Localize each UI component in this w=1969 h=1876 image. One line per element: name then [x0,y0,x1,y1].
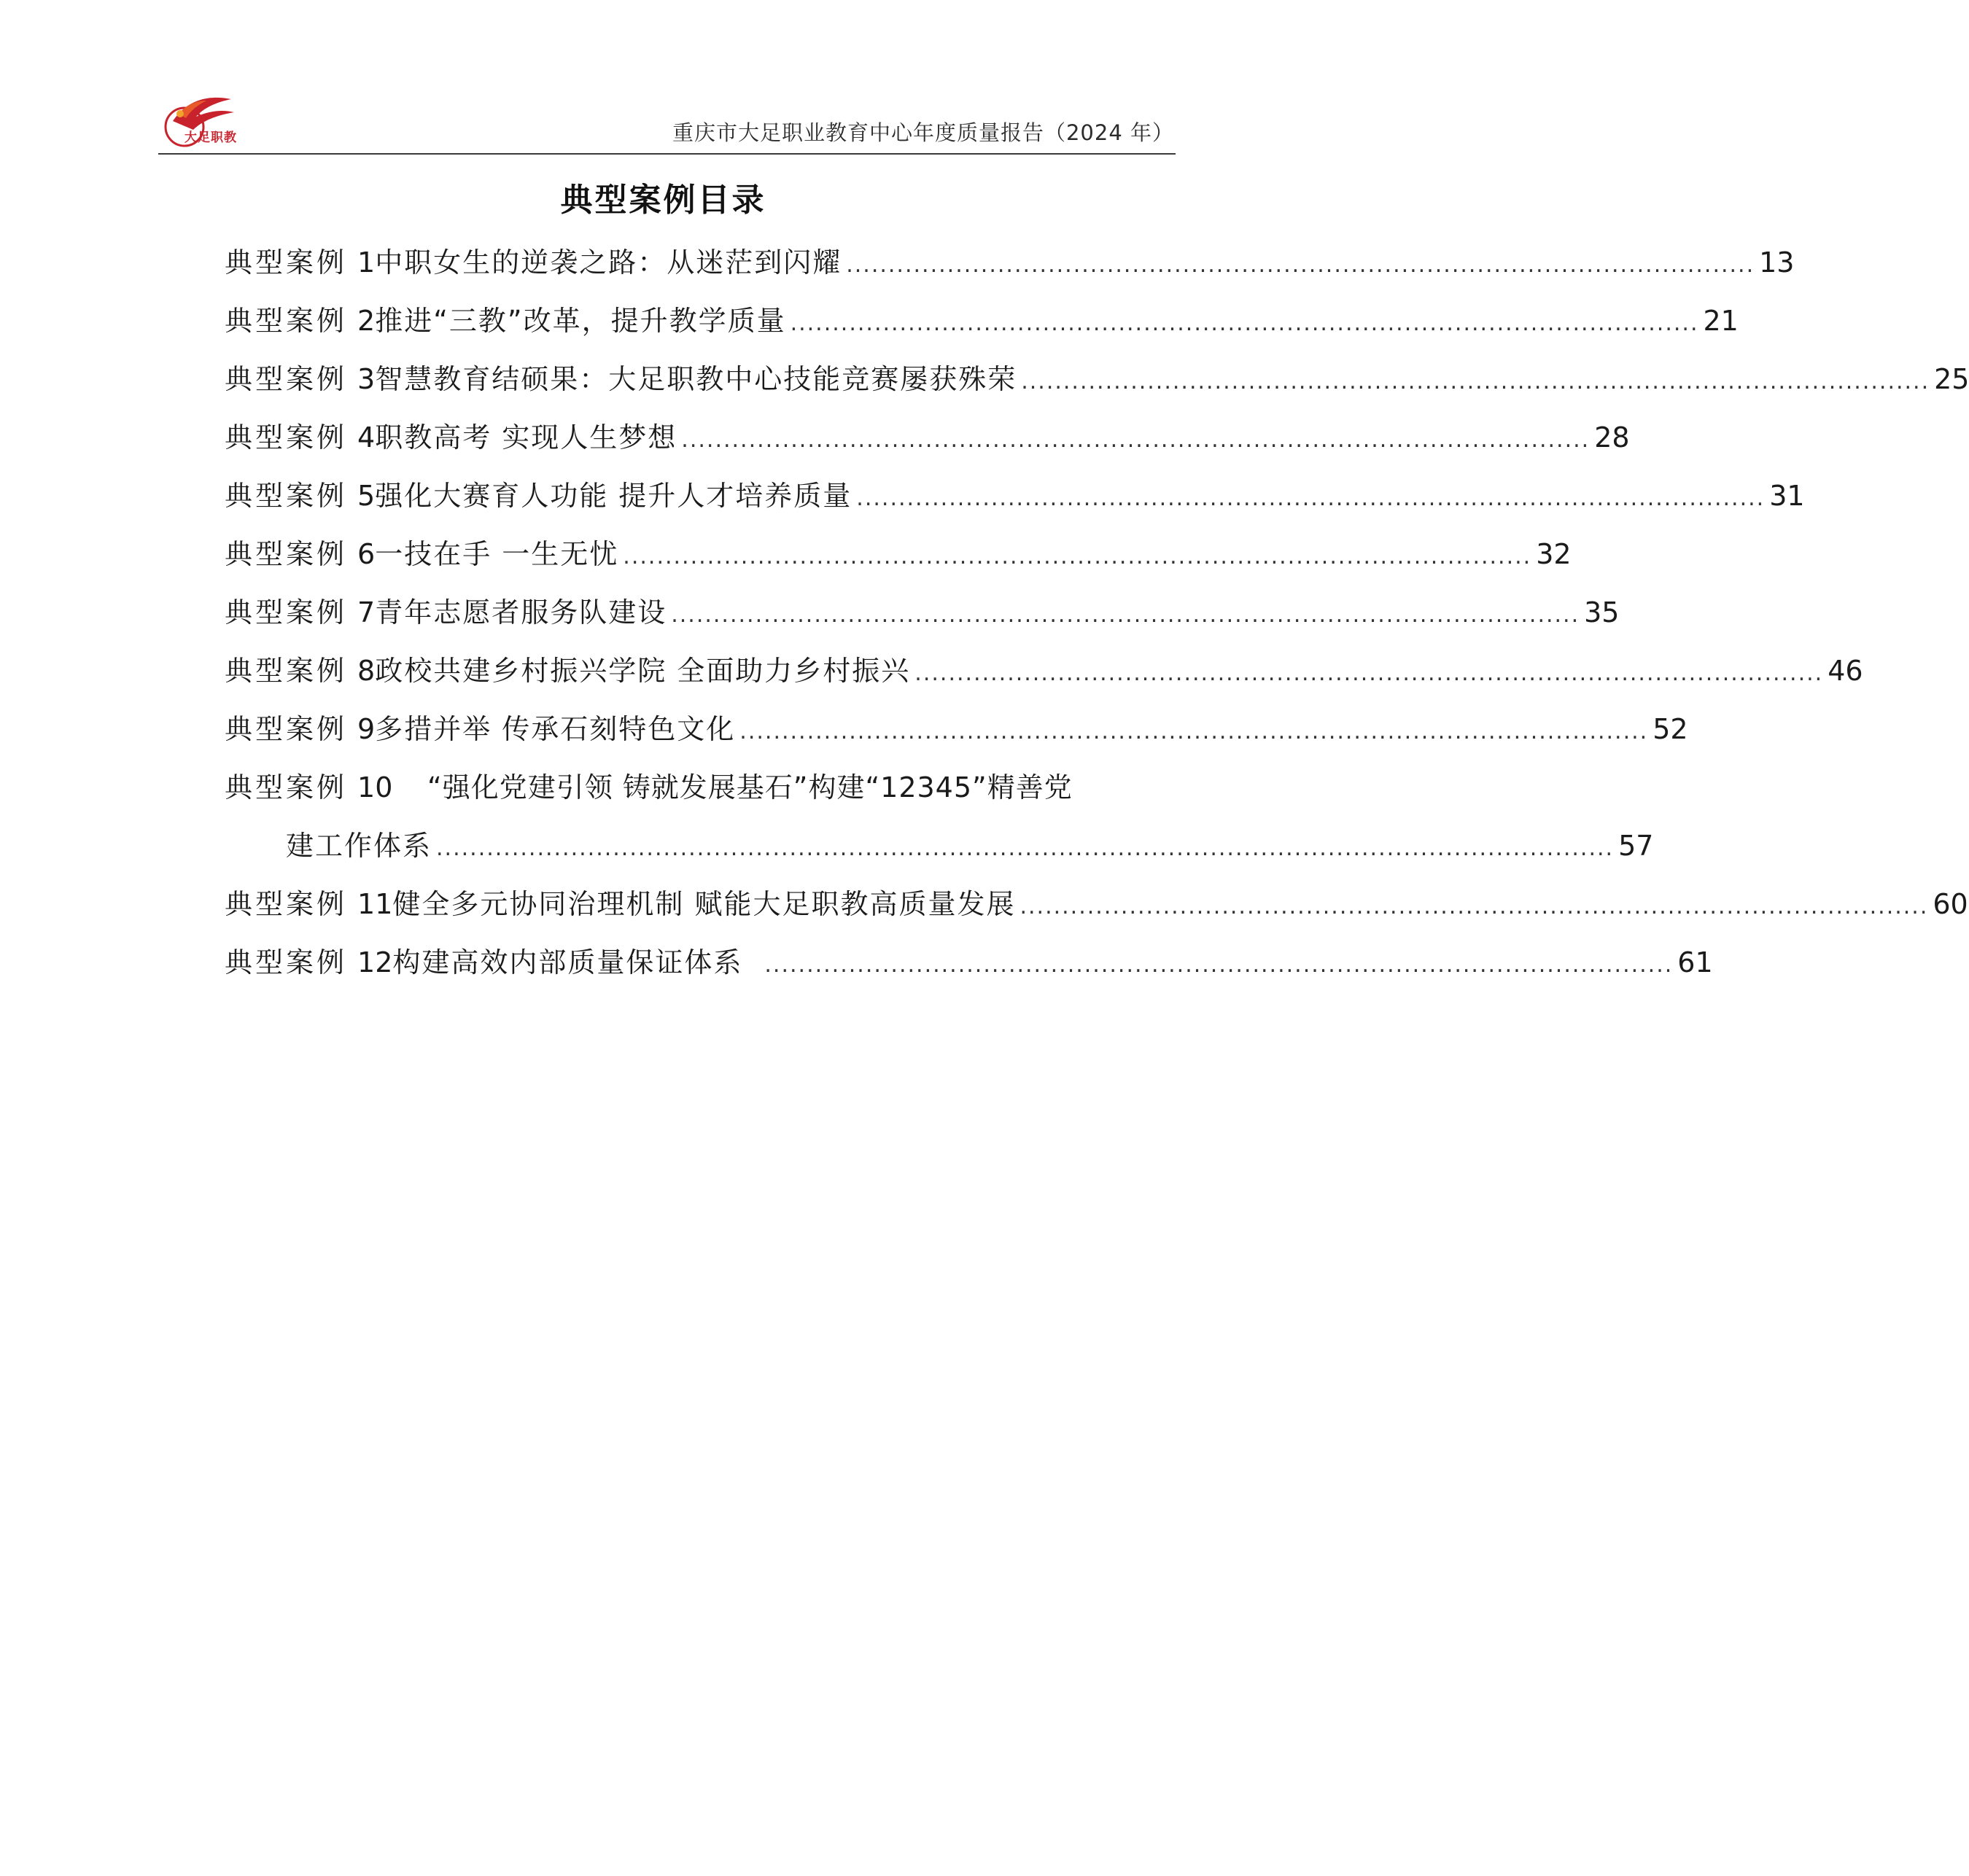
toc-entry-page: 35 [1584,596,1620,628]
toc-entry-number: 6 [357,538,376,570]
toc-entry-9[interactable] [225,700,1688,758]
toc-entry-page: 13 [1759,246,1795,279]
toc-entry-5[interactable] [225,467,1805,525]
report-header-title: 重庆市大足职业教育中心年度质量报告（2024 年） [672,120,1174,145]
toc-entry-title: 强化大赛育人功能 提升人才培养质量 [375,480,853,512]
toc-entry-2[interactable] [225,292,1739,350]
toc-entry-title-continued: 建工作体系 [286,830,432,862]
toc-entry-prefix: 典型案例 [225,596,348,628]
toc-entry-title: 推进“三教”改革，提升教学质量 [375,305,786,337]
toc-entry-title: “强化党建引领 铸就发展基石”构建“12345”精善党 [427,771,1073,803]
table-of-contents [225,233,1969,992]
toc-entry-page: 46 [1828,655,1863,687]
toc-entry-page: 61 [1677,946,1713,978]
toc-entry-11[interactable] [225,875,1968,933]
toc-entry-title: 一技在手 一生无忧 [375,538,619,570]
toc-entry-prefix: 典型案例 [225,363,348,395]
toc-entry-3[interactable] [225,350,1969,408]
toc-entry-title: 中职女生的逆袭之路：从迷茫到闪耀 [375,246,842,279]
toc-entry-number: 1 [357,246,376,279]
toc-entry-prefix: 典型案例 [225,946,348,978]
dot-leader: ............................................................................................................ [790,311,1699,336]
toc-entry-title: 健全多元协同治理机制 赋能大足职教高质量发展 [392,888,1016,920]
dot-leader: ............................................................................................................ [623,544,1532,569]
dot-leader: ............................................................................................................ [914,661,1824,686]
toc-entry-prefix: 典型案例 [225,771,348,803]
toc-entry-7[interactable] [225,583,1620,642]
toc-entry-prefix: 典型案例 [225,538,348,570]
toc-entry-page: 52 [1653,713,1688,745]
school-logo [158,92,238,150]
toc-entry-page: 60 [1933,888,1968,920]
toc-entry-number: 10 [357,771,393,803]
toc-entry-number: 2 [357,305,376,337]
toc-entry-prefix: 典型案例 [225,421,348,454]
toc-entry-title: 智慧教育结硕果：大足职教中心技能竞赛屡获殊荣 [375,363,1017,395]
page-title: 典型案例目录 [560,182,766,219]
toc-entry-prefix: 典型案例 [225,480,348,512]
header-divider [158,153,1176,155]
dot-leader: ............................................................................................................ [739,719,1649,744]
toc-entry-number: 7 [357,596,376,628]
toc-entry-page: 28 [1594,421,1630,454]
dot-leader: ............................................................................................................................................ [436,836,1615,861]
dot-leader: ............................................................................................................ [1020,894,1929,919]
toc-entry-number: 11 [357,888,393,920]
toc-entry-number: 12 [357,946,393,978]
toc-entry-10[interactable] [225,758,1654,875]
toc-entry-number: 3 [357,363,376,395]
toc-entry-1[interactable] [225,233,1795,292]
toc-entry-title: 构建高效内部质量保证体系 [392,946,743,978]
page-header [158,86,1176,155]
toc-entry-4[interactable] [225,408,1630,467]
toc-entry-prefix: 典型案例 [225,713,348,745]
toc-entry-page: 31 [1769,480,1805,512]
toc-entry-number: 5 [357,480,376,512]
toc-entry-title: 职教高考 实现人生梦想 [375,421,677,454]
toc-entry-title: 青年志愿者服务队建设 [375,596,667,628]
toc-entry-page: 32 [1536,538,1572,570]
dot-leader: ............................................................................................................ [856,486,1766,511]
toc-entry-number: 4 [357,421,376,454]
toc-entry-title: 政校共建乡村振兴学院 全面助力乡村振兴 [375,655,911,687]
dot-leader: ............................................................................................................ [681,427,1591,453]
toc-entry-prefix: 典型案例 [225,655,348,687]
logo-text: 大足职教 [185,131,237,145]
toc-entry-page: 57 [1618,830,1654,862]
toc-entry-8[interactable] [225,642,1863,700]
toc-entry-number: 8 [357,655,376,687]
dot-leader: ............................................................................................................ [846,252,1755,278]
toc-entry-6[interactable] [225,525,1572,583]
toc-entry-12[interactable] [225,933,1713,992]
toc-entry-number: 9 [357,713,376,745]
toc-entry-page: 25 [1934,363,1969,395]
dot-leader: ............................................................................................................ [764,952,1674,978]
dot-leader: ............................................................................................................ [671,602,1580,628]
toc-entry-prefix: 典型案例 [225,305,348,337]
toc-entry-page: 21 [1703,305,1739,337]
toc-entry-prefix: 典型案例 [225,888,348,920]
toc-entry-title: 多措并举 传承石刻特色文化 [375,713,736,745]
dot-leader: ............................................................................................................ [1021,369,1930,394]
toc-entry-prefix: 典型案例 [225,246,348,279]
